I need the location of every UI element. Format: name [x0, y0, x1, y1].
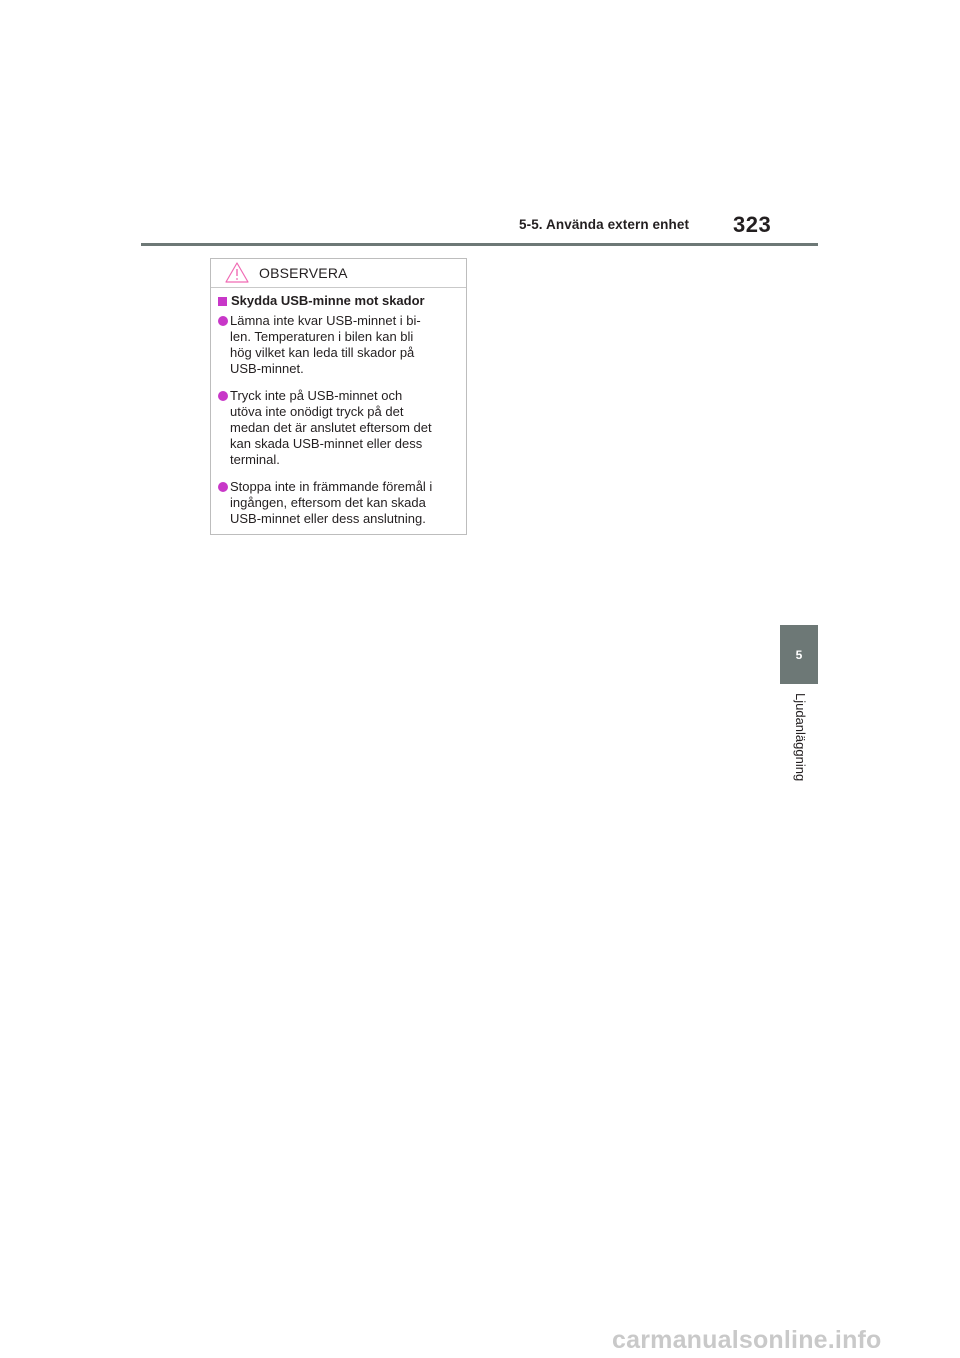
round-bullet-icon [218, 482, 228, 492]
notice-header [211, 259, 466, 288]
square-bullet-icon [218, 297, 227, 306]
chapter-tab [780, 625, 818, 684]
page-number: 323 [733, 212, 772, 237]
notice-box [210, 258, 467, 535]
round-bullet-icon [218, 391, 228, 401]
list-item-text: Lämna inte kvar USB-minnet i bi- len. Temperaturen i bilen kan bli hög vilket kan leda till skador på USB-minnet. [230, 313, 421, 376]
chapter-title: Ljudanläggning [793, 693, 808, 782]
list-item [218, 388, 456, 468]
list-item-text: Stoppa inte in främmande föremål i ingången, eftersom det kan skada USB-minnet eller dess anslutning. [230, 479, 433, 526]
header-divider [141, 243, 818, 246]
chapter-number: 5 [795, 647, 803, 662]
list-item-text: Tryck inte på USB-minnet och utöva inte onödigt tryck på det medan det är anslutet eftersom det kan skada USB-minnet eller dess terminal. [230, 388, 432, 467]
notice-body [211, 288, 466, 527]
notice-subheading-text: Skydda USB-minne mot skador [231, 293, 425, 308]
notice-subheading [218, 293, 456, 309]
warning-triangle-icon [225, 262, 249, 283]
list-item [218, 479, 456, 527]
section-title: 5-5. Använda extern enhet [519, 217, 690, 232]
notice-title: OBSERVERA [259, 265, 348, 281]
round-bullet-icon [218, 316, 228, 326]
watermark: carmanualsonline.info [612, 1326, 882, 1354]
list-item [218, 313, 456, 377]
